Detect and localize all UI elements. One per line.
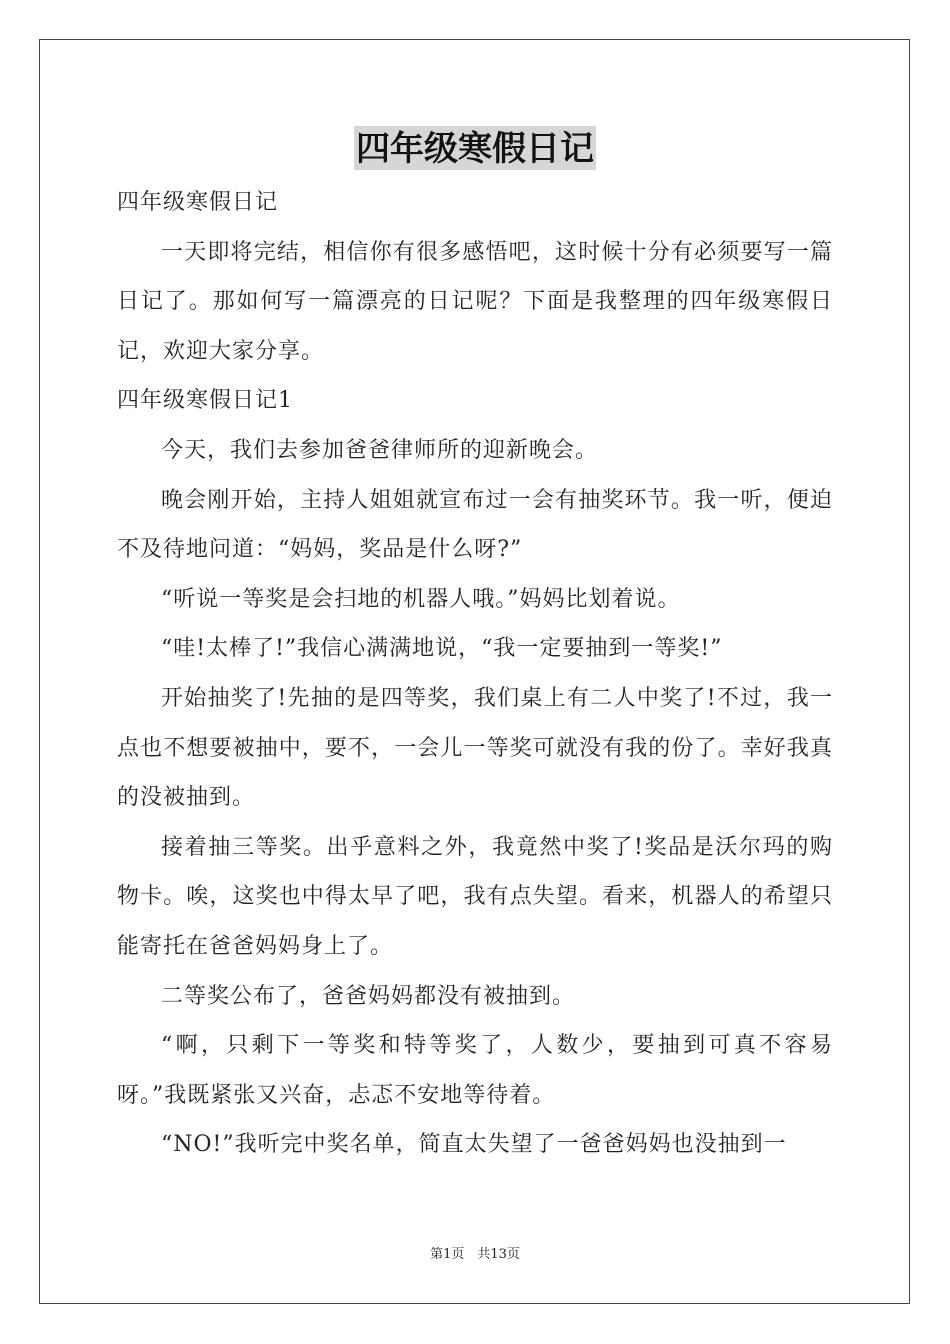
paragraph: “啊，只剩下一等奖和特等奖了，人数少，要抽到可真不容易呀。”我既紧张又兴奋，忐忑不安地等待着。 [117,1033,833,1108]
paragraph: 四年级寒假日记 [117,190,279,215]
paragraph: 一天即将完结，相信你有很多感悟吧，这时候十分有必须要写一篇日记了。那如何写一篇漂亮的日记呢？下面是我整理的四年级寒假日记，欢迎大家分享。 [117,239,833,364]
paragraph: 接着抽三等奖。出乎意料之外，我竟然中奖了!奖品是沃尔玛的购物卡。唉，这奖也中得太早了吧，我有点失望。看来，机器人的希望只能寄托在爸爸妈妈身上了。 [117,834,833,959]
paragraph: “听说一等奖是会扫地的机器人哦。”妈妈比划着说。 [161,586,681,612]
paragraph: “NO!”我听完中奖名单，简直太失望了一爸爸妈妈也没抽到一 [161,1132,787,1158]
paragraph: 四年级寒假日记1 [117,388,293,414]
paragraph: 开始抽奖了!先抽的是四等奖，我们桌上有二人中奖了!不过，我一点也不想要被抽中，要不，一会儿一等奖可就没有我的份了。幸好我真的没被抽到。 [117,685,833,811]
document-title: 四年级寒假日记 [354,126,596,170]
document-body [117,178,833,1170]
paragraph: 二等奖公布了，爸爸妈妈都没有被抽到。 [161,983,576,1009]
title-container [0,126,950,170]
page-footer: 第1页 共13页 [430,1247,520,1262]
paragraph: 晚会刚开始，主持人姐姐就宣布过一会有抽奖环节。我一听，便迫不及待地问道：“妈妈，奖品是什么呀?” [117,487,833,563]
paragraph: 今天，我们去参加爸爸律师所的迎新晚会。 [161,437,599,463]
paragraph: “哇!太棒了!”我信心满满地说，“我一定要抽到一等奖!” [161,636,723,662]
